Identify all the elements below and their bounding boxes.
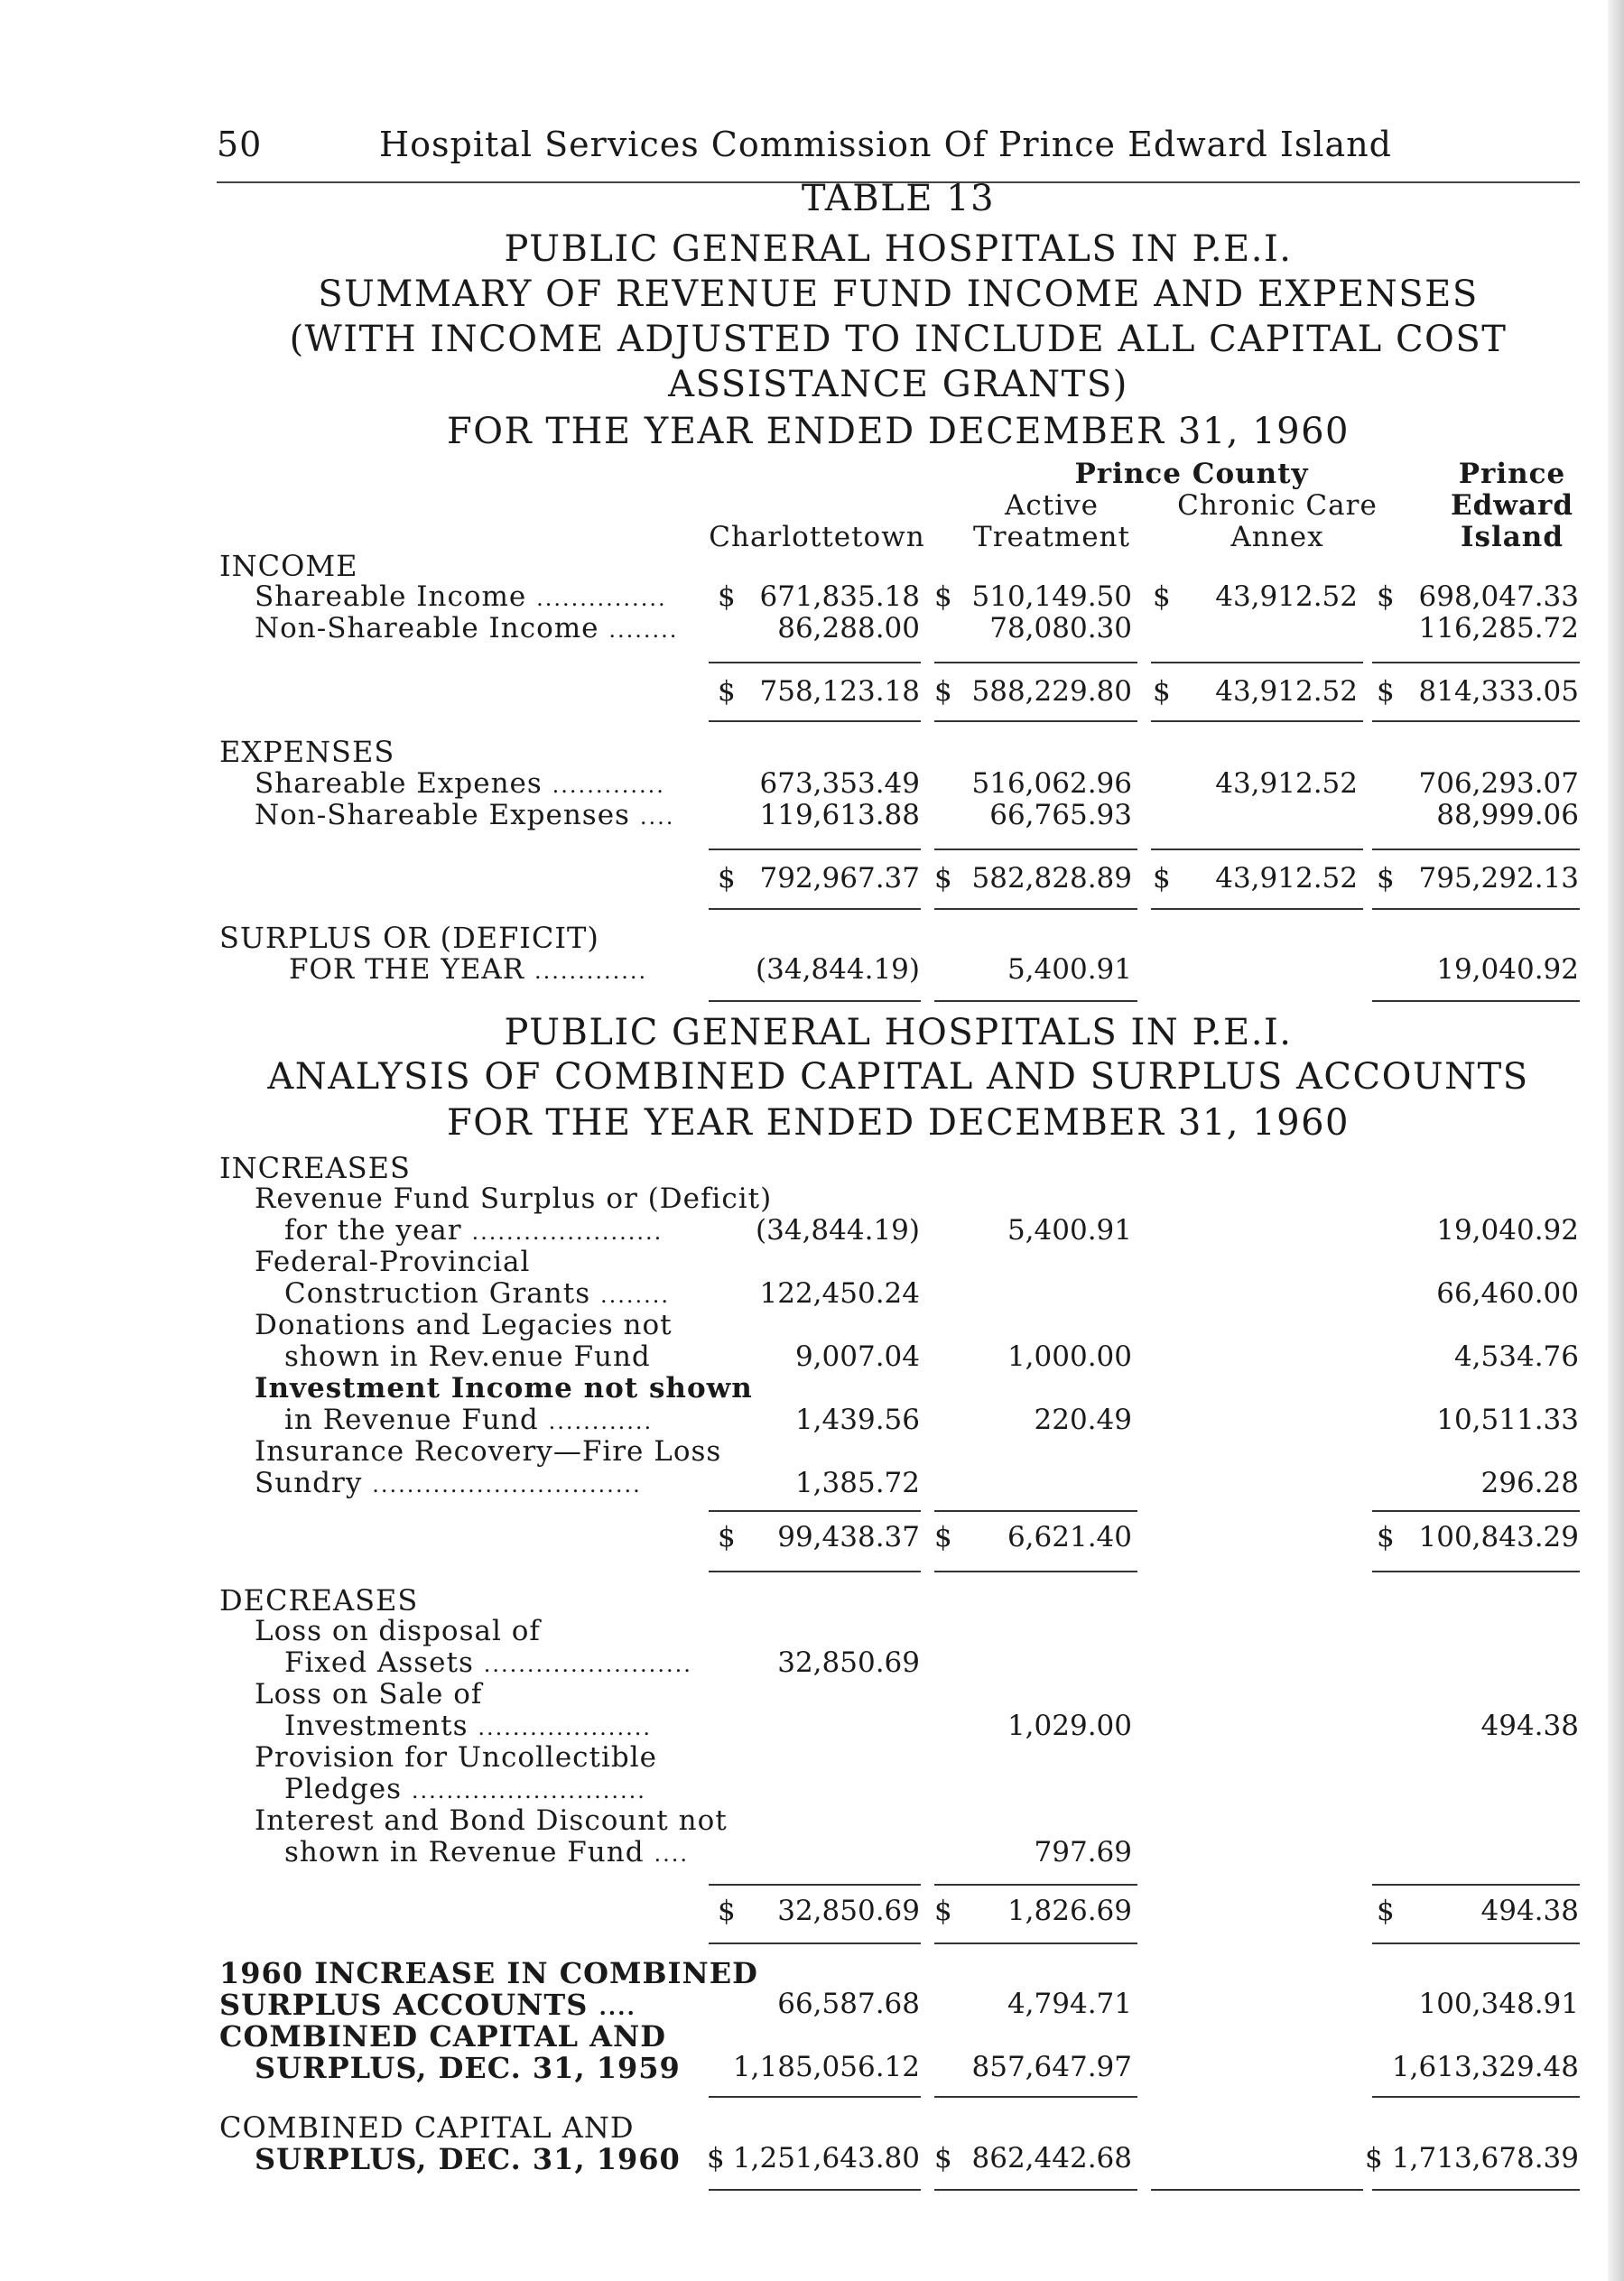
dollar-sign: $ xyxy=(718,1895,736,1927)
row-surplus-head: SURPLUS OR (DEFICIT) xyxy=(219,921,599,955)
cell-charlottetown: (34,844.19) xyxy=(756,1214,920,1247)
cell-active-treatment: 510,149.50 xyxy=(971,580,1132,613)
row-interest-bond: shown in Revenue Fund .... 797.69 xyxy=(284,1836,1132,1868)
cell-charlottetown: 671,835.18 xyxy=(759,580,920,613)
cell-charlottetown: 119,613.88 xyxy=(759,799,920,831)
cell-pei: 10,511.33 xyxy=(1436,1404,1579,1436)
row-combined-1960-l1: COMBINED CAPITAL AND xyxy=(219,2110,635,2145)
cell-pei: 116,285.72 xyxy=(1418,612,1579,644)
row-increases-total xyxy=(0,1521,1624,1553)
col-head-charlottetown: Charlottetown xyxy=(709,521,925,553)
cell-pei: 494.38 xyxy=(1480,1895,1579,1927)
row-non-shareable-expenses: Non-Shareable Expenses .... 119,613.88 66,765.93 88,999.06 xyxy=(255,799,1579,831)
col-head-prince: Prince xyxy=(1458,458,1566,490)
cell-pei: 66,460.00 xyxy=(1436,1277,1579,1310)
cell-pei: 19,040.92 xyxy=(1436,1214,1579,1247)
row-non-shareable-income: Non-Shareable Income ........ 86,288.00 78,080.30 116,285.72 xyxy=(255,612,1579,644)
col-head-chronic-care: Chronic Care xyxy=(1177,489,1378,522)
row-label: SURPLUS ACCOUNTS xyxy=(219,1988,589,2022)
row-income-total xyxy=(0,675,1624,708)
row-surplus-for-year: FOR THE YEAR ............. (34,844.19) 5,400.91 19,040.92 xyxy=(289,953,1579,986)
row-loss-disposal-l1: Loss on disposal of xyxy=(255,1615,541,1647)
analysis-title-1: PUBLIC GENERAL HOSPITALS IN P.E.I. xyxy=(504,1012,1293,1053)
cell-charlottetown: 32,850.69 xyxy=(777,1646,920,1679)
cell-pei: 100,348.91 xyxy=(1418,1988,1579,2020)
running-title: Hospital Services Commission Of Prince Edward Island xyxy=(379,125,1393,164)
cell-charlottetown: 32,850.69 xyxy=(777,1895,920,1927)
row-label: in Revenue Fund xyxy=(284,1404,539,1436)
row-label: FOR THE YEAR xyxy=(289,953,525,986)
row-1960-increase: SURPLUS ACCOUNTS .... 66,587.68 4,794.71 100,348.91 xyxy=(219,1988,1579,2022)
cell-pei: 100,843.29 xyxy=(1418,1521,1579,1553)
row-insurance-recovery: Insurance Recovery—Fire Loss xyxy=(255,1435,722,1468)
row-shareable-income: Shareable Income ............... $ 671,835.18 $ 510,149.50 $ 43,912.52 $ 698,047.33 xyxy=(255,580,1579,613)
dollar-sign: $ xyxy=(718,862,736,895)
row-donations-l1: Donations and Legacies not xyxy=(255,1309,673,1341)
row-shareable-expenses: Shareable Expenes ............. 673,353.49 516,062.96 43,912.52 706,293.07 xyxy=(255,767,1579,800)
dollar-sign: $ xyxy=(1377,675,1395,708)
cell-chronic-care: 43,912.52 xyxy=(1215,580,1358,613)
cell-active-treatment: 862,442.68 xyxy=(971,2142,1132,2174)
cell-chronic-care: 43,912.52 xyxy=(1215,675,1358,708)
cell-pei: 4,534.76 xyxy=(1453,1340,1579,1373)
cell-active-treatment: 1,000.00 xyxy=(1007,1340,1132,1373)
row-pledges: Pledges ........................... xyxy=(284,1773,646,1805)
cell-pei: 19,040.92 xyxy=(1436,953,1579,986)
cell-chronic-care: 43,912.52 xyxy=(1215,767,1358,800)
row-label: Investments xyxy=(284,1710,469,1742)
cell-pei: 706,293.07 xyxy=(1418,767,1579,800)
dollar-sign: $ xyxy=(1377,580,1395,613)
row-label: Non-Shareable Income xyxy=(255,612,599,644)
row-combined-1959-l1: COMBINED CAPITAL AND xyxy=(219,2019,666,2054)
row-label: Pledges xyxy=(284,1773,403,1805)
row-decreases-total xyxy=(0,1895,1624,1927)
cell-active-treatment: 588,229.80 xyxy=(971,675,1132,708)
section-head-expenses: EXPENSES xyxy=(219,735,395,769)
row-1960-increase-l1: 1960 INCREASE IN COMBINED xyxy=(219,1956,758,1990)
cell-active-treatment: 78,080.30 xyxy=(989,612,1132,644)
dollar-sign: $ xyxy=(934,2142,952,2174)
row-investment-income: in Revenue Fund ............ 1,439.56 220.49 10,511.33 xyxy=(284,1404,1579,1436)
col-head-prince-edward-island xyxy=(1417,459,1607,553)
row-label: Shareable Expenes xyxy=(255,767,543,800)
section-head-income: INCOME xyxy=(219,549,358,583)
dollar-sign: $ xyxy=(718,580,736,613)
dollar-sign: $ xyxy=(934,675,952,708)
row-label: for the year xyxy=(284,1214,462,1247)
dollar-sign: $ xyxy=(1377,1895,1395,1927)
row-label: Non-Shareable Expenses xyxy=(255,799,630,831)
col-head-active: Active xyxy=(1005,489,1099,522)
cell-pei: 698,047.33 xyxy=(1418,580,1579,613)
cell-active-treatment: 66,765.93 xyxy=(989,799,1132,831)
dollar-sign: $ xyxy=(934,1521,952,1553)
row-label: Sundry xyxy=(255,1467,363,1499)
row-construction-grants: Construction Grants ........ 122,450.24 66,460.00 xyxy=(284,1277,1579,1310)
section-head-increases: INCREASES xyxy=(219,1151,411,1185)
dollar-sign: $ xyxy=(934,1895,952,1927)
row-fed-prov-l1: Federal-Provincial xyxy=(255,1246,531,1278)
dollar-sign: $ xyxy=(1377,1521,1395,1553)
cell-charlottetown: 122,450.24 xyxy=(759,1277,920,1310)
cell-charlottetown: 1,251,643.80 xyxy=(732,2142,920,2174)
cell-pei: 814,333.05 xyxy=(1418,675,1579,708)
title-line-3: (WITH INCOME ADJUSTED TO INCLUDE ALL CAPITAL COST xyxy=(289,319,1508,360)
cell-charlottetown: 86,288.00 xyxy=(777,612,920,644)
dollar-sign: $ xyxy=(934,862,952,895)
cell-charlottetown: (34,844.19) xyxy=(756,953,920,986)
row-label: Shareable Income xyxy=(255,580,527,613)
analysis-title-3: FOR THE YEAR ENDED DECEMBER 31, 1960 xyxy=(446,1102,1350,1144)
col-head-chronic-care-annex xyxy=(1160,490,1395,553)
dollar-sign: $ xyxy=(1153,675,1171,708)
section-head-decreases: DECREASES xyxy=(219,1583,419,1618)
title-line-2: SUMMARY OF REVENUE FUND INCOME AND EXPENSES xyxy=(318,274,1479,315)
row-interest-l1: Interest and Bond Discount not xyxy=(255,1804,728,1837)
cell-active-treatment: 4,794.71 xyxy=(1007,1988,1132,2020)
cell-pei: 795,292.13 xyxy=(1418,862,1579,895)
cell-charlottetown: 99,438.37 xyxy=(777,1521,920,1553)
page-number: 50 xyxy=(217,125,263,164)
cell-charlottetown: 1,385.72 xyxy=(794,1467,920,1499)
table-number: TABLE 13 xyxy=(801,178,996,219)
row-investments: Investments .................... 1,029.00 494.38 xyxy=(284,1710,1579,1742)
col-head-edward: Edward xyxy=(1450,489,1574,522)
cell-active-treatment: 1,826.69 xyxy=(1007,1895,1132,1927)
dollar-sign: $ xyxy=(707,2142,725,2174)
cell-active-treatment: 1,029.00 xyxy=(1007,1710,1132,1742)
col-head-active-treatment xyxy=(948,490,1155,553)
cell-charlottetown: 758,123.18 xyxy=(759,675,920,708)
dollar-sign: $ xyxy=(718,675,736,708)
cell-chronic-care: 43,912.52 xyxy=(1215,862,1358,895)
dollar-sign: $ xyxy=(934,580,952,613)
row-revenue-surplus-l1: Revenue Fund Surplus or (Deficit) xyxy=(255,1182,773,1215)
row-label: Construction Grants xyxy=(284,1277,591,1310)
page-edge-shadow xyxy=(1608,0,1624,2281)
cell-pei: 296.28 xyxy=(1480,1467,1579,1499)
cell-pei: 494.38 xyxy=(1480,1710,1579,1742)
row-donations: shown in Rev.enue Fund 9,007.04 1,000.00 4,534.76 xyxy=(284,1340,1579,1373)
cell-active-treatment: 5,400.91 xyxy=(1007,1214,1132,1247)
row-combined-1960: SURPLUS, DEC. 31, 1960 $ 1,251,643.80 $ 862,442.68 $ 1,713,678.39 xyxy=(255,2142,1579,2176)
dollar-sign: $ xyxy=(1153,862,1171,895)
row-provision-l1: Provision for Uncollectible xyxy=(255,1741,658,1774)
cell-active-treatment: 857,647.97 xyxy=(971,2051,1132,2083)
cell-charlottetown: 792,967.37 xyxy=(759,862,920,895)
dollar-sign: $ xyxy=(1153,580,1171,613)
dollar-sign: $ xyxy=(1377,862,1395,895)
cell-active-treatment: 220.49 xyxy=(1034,1404,1132,1436)
col-head-annex: Annex xyxy=(1230,521,1324,553)
cell-active-treatment: 582,828.89 xyxy=(971,862,1132,895)
cell-charlottetown: 1,185,056.12 xyxy=(732,2051,920,2083)
dollar-sign: $ xyxy=(718,1521,736,1553)
row-label: shown in Revenue Fund xyxy=(284,1836,645,1868)
title-line-5: FOR THE YEAR ENDED DECEMBER 31, 1960 xyxy=(446,411,1350,452)
cell-active-treatment: 5,400.91 xyxy=(1007,953,1132,986)
cell-charlottetown: 1,439.56 xyxy=(794,1404,920,1436)
cell-charlottetown: 673,353.49 xyxy=(759,767,920,800)
cell-pei: 1,613,329.48 xyxy=(1391,2051,1579,2083)
cell-active-treatment: 516,062.96 xyxy=(971,767,1132,800)
cell-active-treatment: 797.69 xyxy=(1034,1836,1132,1868)
cell-active-treatment: 6,621.40 xyxy=(1007,1521,1132,1553)
row-combined-1959: SURPLUS, DEC. 31, 1959 1,185,056.12 857,647.97 1,613,329.48 xyxy=(255,2051,1579,2085)
row-revenue-surplus: for the year ...................... (34,844.19) 5,400.91 19,040.92 xyxy=(284,1214,1579,1247)
cell-charlottetown: 66,587.68 xyxy=(777,1988,920,2020)
cell-pei: 1,713,678.39 xyxy=(1391,2142,1579,2174)
analysis-title-2: ANALYSIS OF COMBINED CAPITAL AND SURPLUS ACCOUNTS xyxy=(267,1056,1529,1098)
row-investment-l1: Investment Income not shown xyxy=(255,1372,753,1405)
title-line-1: PUBLIC GENERAL HOSPITALS IN P.E.I. xyxy=(504,228,1293,270)
cell-charlottetown: 9,007.04 xyxy=(794,1340,920,1373)
dollar-sign: $ xyxy=(1365,2142,1383,2174)
col-head-island: Island xyxy=(1460,521,1564,553)
col-group-prince-county: Prince County xyxy=(1074,458,1309,490)
row-sundry: Sundry ............................... 1,385.72 296.28 xyxy=(255,1467,1579,1499)
row-fixed-assets: Fixed Assets ........................ 32,850.69 xyxy=(284,1646,920,1679)
col-head-treatment: Treatment xyxy=(973,521,1130,553)
title-line-4: ASSISTANCE GRANTS) xyxy=(668,364,1128,405)
cell-pei: 88,999.06 xyxy=(1436,799,1579,831)
row-expenses-total xyxy=(0,862,1624,895)
row-loss-sale-l1: Loss on Sale of xyxy=(255,1678,483,1711)
row-label: Fixed Assets xyxy=(284,1646,474,1679)
